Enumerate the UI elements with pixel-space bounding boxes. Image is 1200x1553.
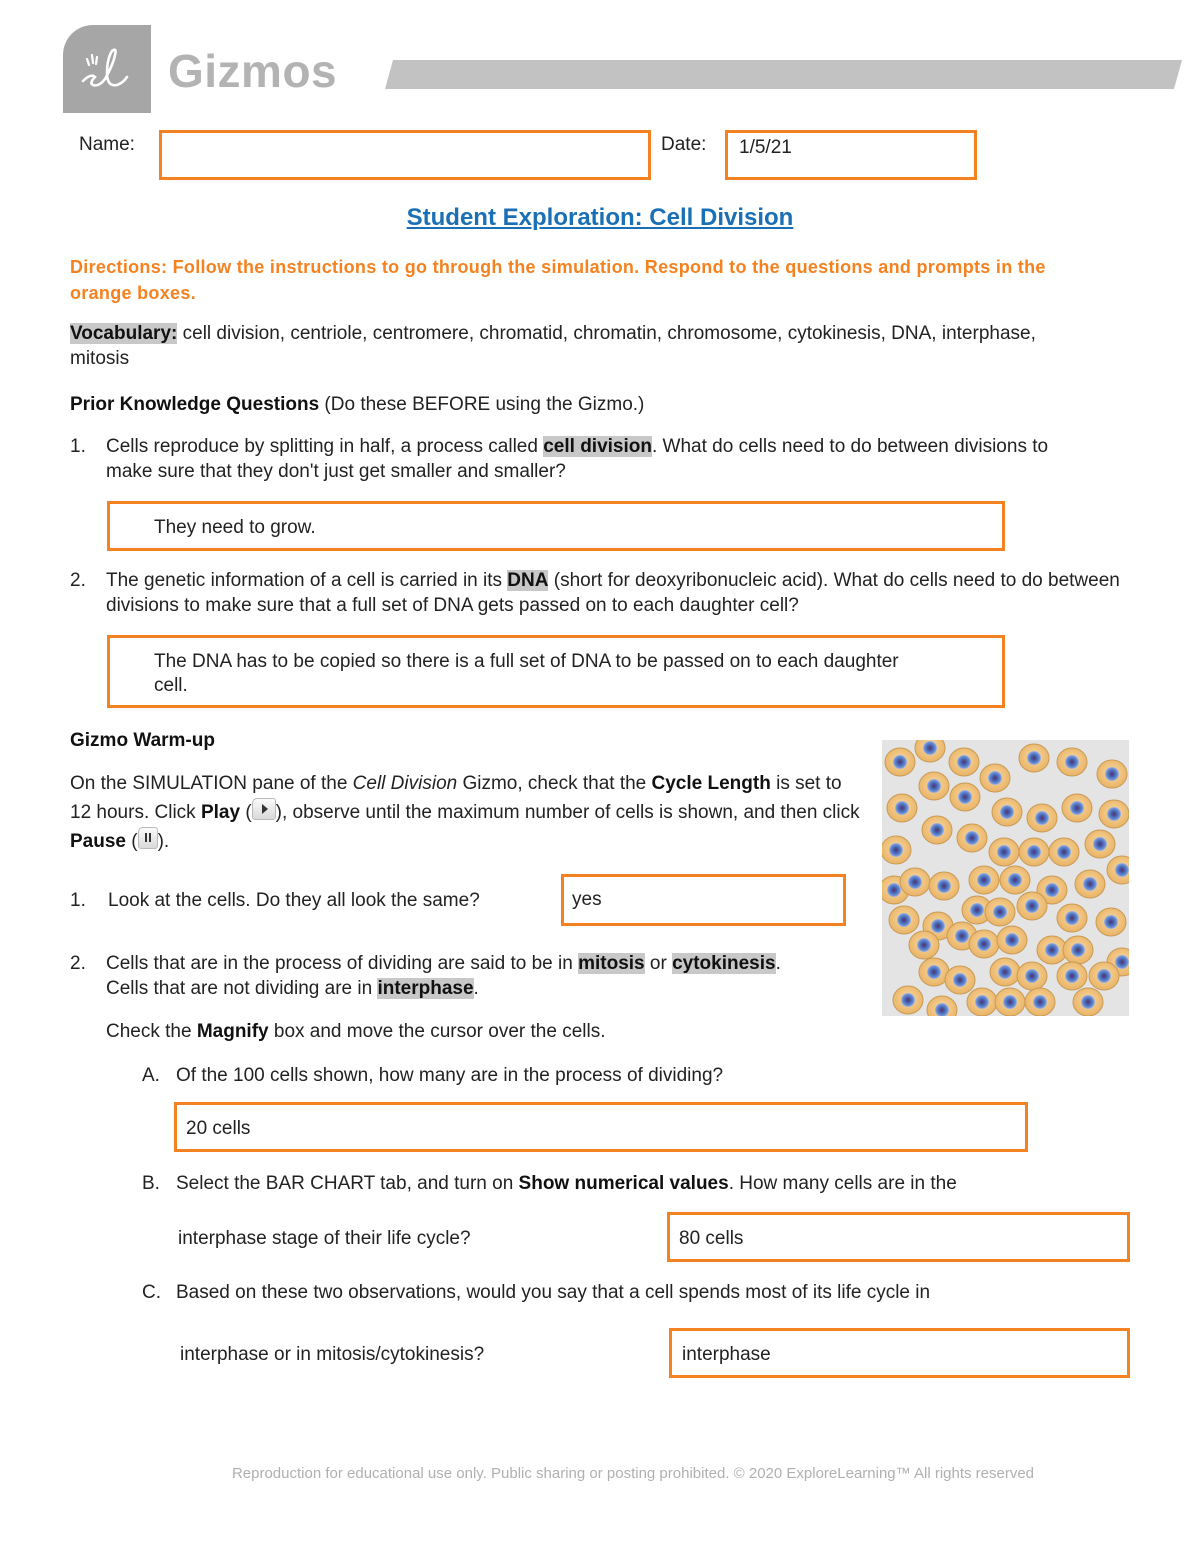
- prior-knowledge-heading: Prior Knowledge Questions (Do these BEFORE using the Gizmo.): [70, 394, 645, 415]
- name-label: Name:: [79, 134, 135, 155]
- answer-box-c[interactable]: [669, 1328, 1130, 1378]
- magnify-instruction: Check the Magnify box and move the cursor over the cells.: [106, 1021, 606, 1042]
- vocabulary-label: Vocabulary:: [70, 323, 178, 344]
- date-label: Date:: [661, 134, 707, 155]
- page-title: Student Exploration: Cell Division: [406, 204, 794, 231]
- directions-text: Directions: Follow the instructions to go through the simulation. Respond to the questions and prompts in the orange boxes.: [70, 257, 1046, 303]
- term-interphase: interphase: [377, 978, 474, 999]
- sub-letter: B.: [142, 1173, 160, 1194]
- name-field[interactable]: [159, 130, 651, 180]
- el-logo-icon: [77, 43, 137, 93]
- cells-illustration: [882, 740, 1129, 1016]
- answer-text: yes: [572, 889, 602, 910]
- term-mitosis: mitosis: [578, 953, 645, 974]
- date-field[interactable]: [725, 130, 977, 180]
- answer-text: interphase: [682, 1344, 771, 1365]
- warmup-question-2: Cells that are in the process of dividing are said to be in mitosis or cytokinesis. Cells that are not dividing are in interphase.: [106, 953, 781, 999]
- answer-box-warmup-1[interactable]: [561, 874, 846, 926]
- cell-simulation-image: [882, 740, 1129, 1016]
- warmup-intro: On the SIMULATION pane of the Cell Division Gizmo, check that the Cycle Length is set to 12 hours. Click Play ( ), observe until the maximum number of cells is shown, and then click Pause ( ).: [70, 773, 860, 852]
- prior-question-2: The genetic information of a cell is carried in its DNA (short for deoxyribonucleic acid). What do cells need to do between divisions to make sure that a full set of DNA gets passed on to each daughter cell?: [106, 570, 1120, 616]
- answer-text: 20 cells: [186, 1118, 251, 1139]
- sub-question-a: Of the 100 cells shown, how many are in the process of dividing?: [176, 1065, 724, 1086]
- vocabulary-terms: cell division, centriole, centromere, chromatid, chromatin, chromosome, cytokinesis, DNA, interphase, mitosis: [70, 323, 1036, 369]
- question-number: 2.: [70, 570, 86, 591]
- sub-letter: A.: [142, 1065, 160, 1086]
- answer-text: 80 cells: [679, 1228, 744, 1249]
- answer-box-a[interactable]: [174, 1102, 1028, 1152]
- question-number: 1.: [70, 890, 86, 911]
- play-icon: [252, 798, 276, 820]
- sub-question-c-line2: interphase or in mitosis/cytokinesis?: [180, 1344, 485, 1365]
- answer-text: The DNA has to be copied so there is a full set of DNA to be passed on to each daughter cell.: [154, 651, 899, 696]
- sub-question-c: Based on these two observations, would you say that a cell spends most of its life cycle in: [176, 1282, 931, 1303]
- prior-question-1: Cells reproduce by splitting in half, a process called cell division. What do cells need to do between divisions to make sure that they don't just get smaller and smaller?: [106, 436, 1049, 482]
- term-cell-division: cell division: [543, 436, 652, 457]
- brand-name: Gizmos: [168, 45, 338, 97]
- warmup-question-1: Look at the cells. Do they all look the same?: [108, 890, 480, 911]
- footer-copyright: Reproduction for educational use only. Public sharing or posting prohibited. © 2020 ExploreLearning™ All rights reserved: [231, 1465, 1035, 1482]
- term-cytokinesis: cytokinesis: [672, 953, 776, 974]
- question-number: 1.: [70, 436, 86, 457]
- sub-letter: C.: [142, 1282, 161, 1303]
- pause-icon: [138, 827, 158, 849]
- question-number: 2.: [70, 953, 86, 974]
- answer-box-b[interactable]: [667, 1212, 1130, 1262]
- explorelearning-logo: [63, 25, 151, 113]
- answer-box-prior-1[interactable]: [107, 501, 1005, 551]
- vocabulary: [70, 321, 1080, 371]
- sub-question-b: Select the BAR CHART tab, and turn on Show numerical values. How many cells are in the: [176, 1173, 957, 1194]
- answer-text: They need to grow.: [154, 517, 316, 538]
- warmup-heading: Gizmo Warm-up: [70, 730, 215, 751]
- answer-box-prior-2[interactable]: [107, 635, 1005, 708]
- date-value: 1/5/21: [739, 137, 792, 158]
- sub-question-b-line2: interphase stage of their life cycle?: [178, 1228, 471, 1249]
- term-dna: DNA: [507, 570, 549, 591]
- header-bar: [385, 60, 1182, 89]
